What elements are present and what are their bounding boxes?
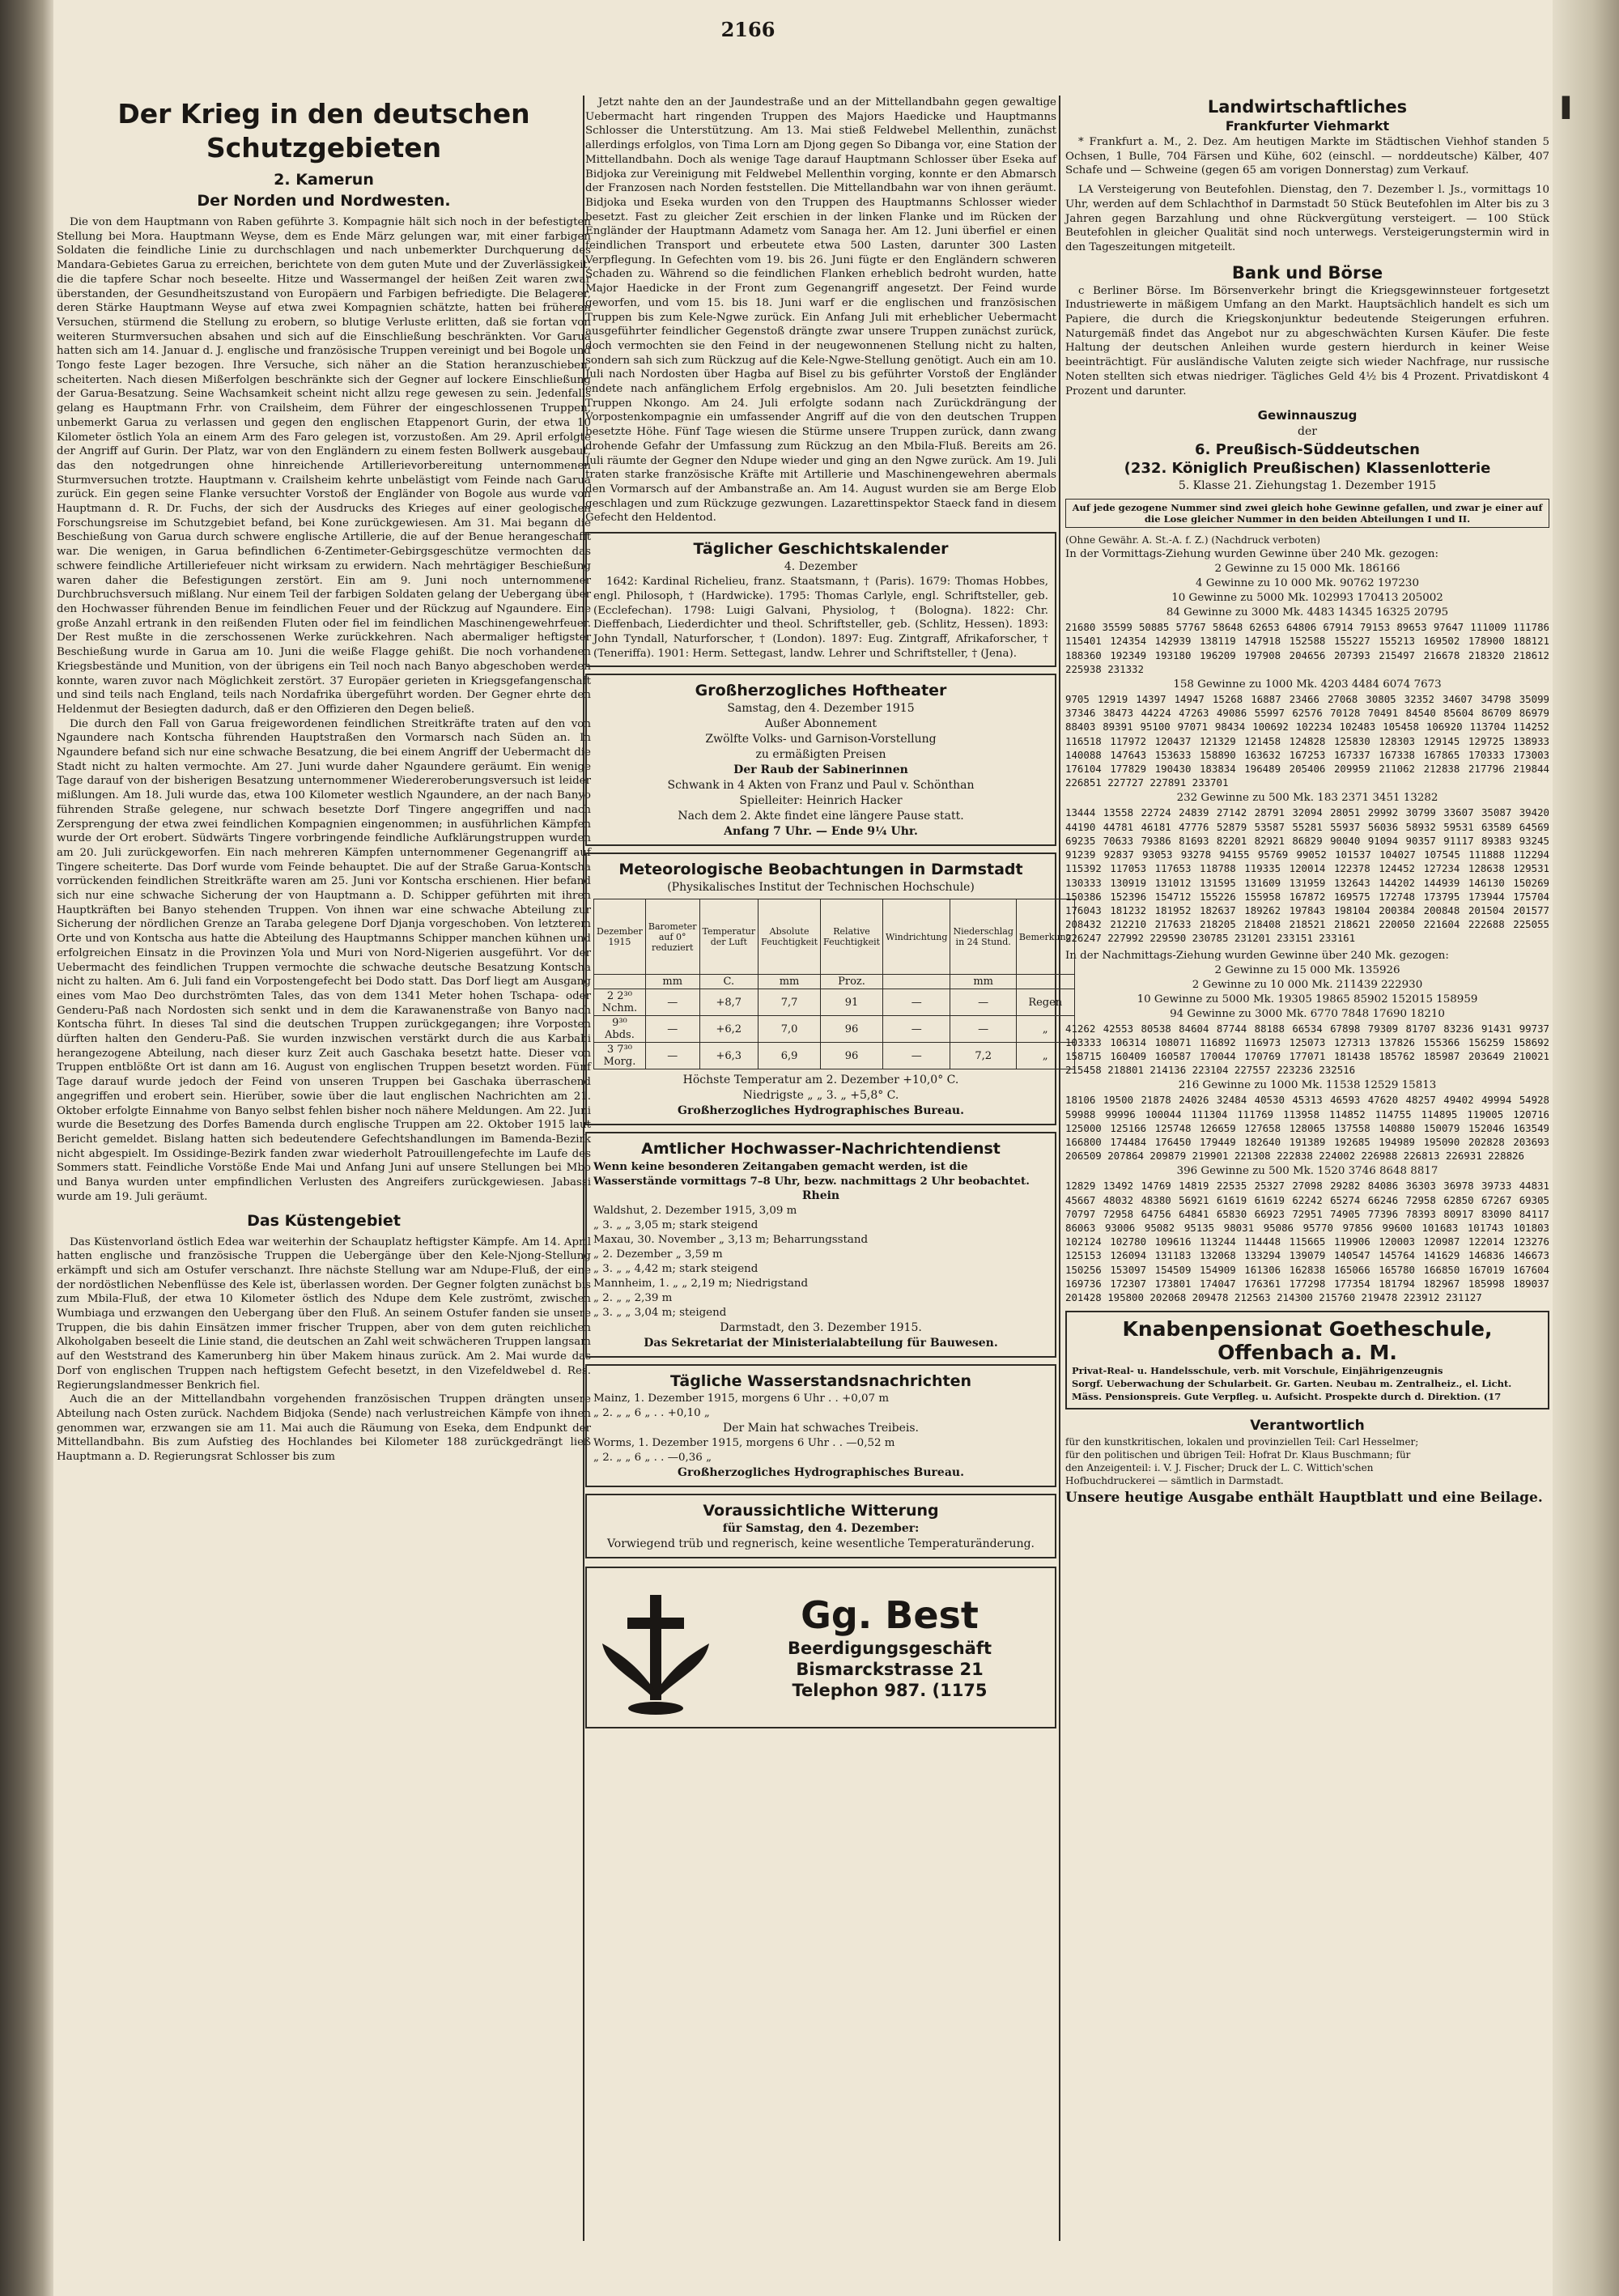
advertiser-business: Beerdigungsgeschäft [787, 1639, 992, 1659]
lottery-title-der: der [1298, 425, 1317, 439]
theater-title: Großherzogliches Hoftheater [695, 682, 947, 700]
lottery-afternoon-heading: In der Nachmittags-Ziehung wurden Gewinne über 240 Mk. gezogen: [1065, 949, 1449, 962]
flood-row: „ 3. „ „ 3,04 m; steigend [593, 1307, 727, 1320]
weather-note: Höchste Temperatur am 2. Dezember +10,0° C. [682, 1074, 959, 1087]
weather-unit: C. [699, 975, 759, 989]
weather-cell: +8,7 [699, 989, 759, 1016]
weather-cell: — [645, 1043, 699, 1069]
imprint-line: den Anzeigenteil: i. V. J. Fischer; Druck der L. C. Wittich'schen [1065, 1462, 1374, 1474]
advertiser-address: Bismarckstrasse 21 [796, 1660, 984, 1680]
weather-cell: Regen [1016, 989, 1074, 1016]
imprint-title: Verantwortlich [1250, 1418, 1365, 1435]
article-paragraph: Das Küstenvorland östlich Edea war weiterhin der Schauplatz heftigster Kämpfe. Am 14. April hatten englische und französische Truppen die Uebergänge über den Kele-Njong-Stellung erkämpft und sich am Ostufer verschanzt. Ihre nächste Stellung war am Ndupe-Fluß, der eine der nordöstlichen Nebenflüsse des Kele ist, überlassen worden. Der Gegner folgten zunächst bis zum Mbila-Fluß, der etwa 10 Kilometer östlich des Ndupe dem Kele zuströmt, zwischen Wumbiaga und erzwangen den Uebergang über den Fluß. An seinem Ostufer fanden sie unsere Truppen, die bis dahin Einsätzen immer frischer Truppen, aber von dem guten reichlichen Alkoholgaben beseelt die Linie stand, die deutschen an Zahl weit schwächeren Truppen langsam auf den Weststrand des Kamerunberg hin über Makem hinaus zurück. Am 2. Mai wurde das Dorf von englischen Truppen nach heftigstem Gefecht besetzt, in den Vizefeldwebel d. Res. Regierungslandmesser Benkrich fiel. [57, 1235, 591, 1392]
forecast-text: Vorwiegend trüb und regnerisch, keine wesentliche Temperaturänderung. [606, 1537, 1035, 1551]
theater-line: Außer Abonnement [765, 717, 877, 731]
lottery-prize-line: 216 Gewinne zu 1000 Mk. 11538 12529 15813 [1178, 1079, 1437, 1092]
agriculture-title: Landwirtschaftliches [1207, 97, 1408, 117]
lottery-prize-line: 396 Gewinne zu 500 Mk. 1520 3746 8648 8817 [1176, 1165, 1438, 1178]
theater-play-title: Der Raub der Sabinerinnen [733, 763, 908, 777]
lottery-date: 5. Klasse 21. Ziehungstag 1. Dezember 1915 [1178, 479, 1437, 493]
weather-cell: — [883, 989, 950, 1016]
weather-row [594, 1016, 1075, 1043]
lottery-prize-line: 158 Gewinne zu 1000 Mk. 4203 4484 6074 7673 [1173, 678, 1442, 691]
lottery-prize-line: 10 Gewinne zu 5000 Mk. 102993 170413 205002 [1171, 592, 1443, 605]
weather-title: Meteorologische Beobachtungen in Darmstadt [618, 861, 1023, 879]
agriculture-paragraph: * Frankfurt a. M., 2. Dez. Am heutigen Markte im Städtischen Viehhof standen 5 Ochsen, 1 Bulle, 704 Färsen und Kühe, 602 (einschl. — norddeutsche) Kälber, 407 Schafe und — Schweine (gegen 65 am vorigen Donnerstag) zum Verkauf. [1065, 136, 1549, 177]
lottery-numbers: 18106 19500 21878 24026 32484 40530 45313 46593 47620 48257 49402 49994 54928 59988 99996 100044 111304 111769 113958 114852 114755 114895 119005 120716 125000 125166 125748 126659 127658 128065 137558 140880 150079 152046 163549 166800 174484 176450 179449 182640 191389 192685 194989 195090 202828 203693 206509 207864 209879 219901 221308 222838 224002 226988 226813 226931 228826 [1065, 1094, 1549, 1163]
water-level-box [585, 1364, 1056, 1487]
lottery-prize-line: 2 Gewinne zu 15 000 Mk. 135926 [1214, 963, 1400, 976]
flood-intro: Wenn keine besonderen Zeitangaben gemacht werden, ist die Wasserstände vormittags 7–8 Uhr, bezw. nachmittags 2 Uhr beobachtet. [593, 1160, 1030, 1188]
lottery-numbers: 12829 13492 14769 14819 22535 25327 27098 29282 84086 36303 36978 39733 44831 45667 48032 48380 56921 61619 61619 62242 65274 66246 72958 62850 67267 69305 70797 72958 64756 64841 65830 66923 72951 74905 77396 78393 80917 83090 84117 86063 93006 95082 95135 98031 95086 95770 97856 99600 101683 101743 101803 102124 102780 109616 113244 114448 115665 119906 120003 120987 122014 123276 125153 126094 131183 132068 133294 139079 140547 145764 141629 146836 146673 150256 153097 154509 154909 161306 162838 165066 165780 166850 167019 167604 169736 172307 173801 174047 176361 177298 177354 181794 182967 185998 189037 201428 195800 202068 209478 212563 214300 215760 219478 223912 231127 [1065, 1180, 1549, 1303]
article-paragraph: Auch die an der Mittellandbahn vorgehenden französischen Truppen drängten unsere Abteilung nach Osten zurück. Nachdem Bidjoka (Sende) nach verlustreichen Kämpfe von ihnen genommen war, erzwangen sie am 11. Mai auch die Räumung von Eseka, dem Endpunkt der Mittellandbahn. Bis zum Aufstieg des Hochlandes bei Kilometer 188 zurückgedrängt ließ Hauptmann a. D. Regierungsrat Schlosser bis zum [57, 1393, 591, 1464]
weather-header: Windrichtung [883, 899, 950, 975]
weather-subtitle: (Physikalisches Institut der Technischen Hochschule) [667, 881, 975, 895]
article-section-title: Der Norden und Nordwesten. [197, 192, 451, 210]
theater-box [585, 674, 1056, 846]
weather-cell: 96 [821, 1016, 883, 1043]
column-3 [1065, 96, 1549, 2249]
theater-line: Schwank in 4 Akten von Franz und Paul v. Schönthan [667, 779, 975, 793]
weather-header: Barometer auf 0° reduziert [645, 899, 699, 975]
lottery-title-main: 6. Preußisch-Süddeutschen [1195, 441, 1420, 459]
lottery-morning-heading: In der Vormittags-Ziehung wurden Gewinne über 240 Mk. gezogen: [1065, 548, 1438, 561]
school-line: Mäss. Pensionspreis. Gute Verpfleg. u. Aufsicht. Prospekte durch d. Direktion. (17 [1072, 1391, 1502, 1403]
flood-row: „ 3. „ „ 3,05 m; stark steigend [593, 1219, 759, 1232]
weather-cell: 96 [821, 1043, 883, 1069]
weather-cell: — [883, 1043, 950, 1069]
weather-cell: 91 [821, 989, 883, 1016]
weather-cell: — [883, 1016, 950, 1043]
theater-line: Spielleiter: Heinrich Hacker [739, 794, 903, 808]
weather-bureau: Großherzogliches Hydrographisches Bureau. [678, 1104, 964, 1118]
lottery-prize-line: 2 Gewinne zu 10 000 Mk. 211439 222930 [1192, 978, 1423, 991]
page-number: 2166 [720, 18, 776, 41]
lottery-numbers: 41262 42553 80538 84604 87744 88188 66534 67898 79309 81707 83236 91431 99737 103333 106314 108071 116892 116973 125073 127313 137826 155366 156259 158692 158715 160409 160587 170044 170769 177071 181438 185762 185987 203649 210021 215458 218801 214136 223104 227557 223236 232516 [1065, 1022, 1549, 1077]
imprint-line: für den kunstkritischen, lokalen und provinziellen Teil: Carl Hesselmer; [1065, 1436, 1419, 1448]
theater-line: Zwölfte Volks- und Garnison-Vorstellung [705, 733, 937, 746]
history-calendar-date: 4. Dezember [784, 560, 858, 574]
weather-cell: — [645, 1016, 699, 1043]
bank-paragraph: c Berliner Börse. Im Börsenverkehr bringt die Kriegsgewinnsteuer fortgesetzt Industriewerte in mäßigem Umfang an den Markt. Hauptsächlich handelt es sich um Papiere, die durch die Kriegskonjunktur bedeutende Steigerungen erfuhren. Naturgemäß findet das Angebot nur zu abgeschwächten Kursen Käufer. Die feste Haltung der deutschen Anleihen wurde gestern hierdurch in keiner Weise beeinträchtigt. Für ausländische Valuten zeigte sich wieder Nachfrage, nur russische Noten stellten sich etwas niedriger. Tägliches Geld 4½ bis 4 Prozent. Privatdiskont 4 Prozent und darunter. [1065, 284, 1549, 398]
weather-note: Niedrigste „ „ 3. „ +5,8° C. [742, 1089, 899, 1103]
funeral-advertisement [585, 1567, 1056, 1728]
weather-cell: — [645, 989, 699, 1016]
lottery-title: Gewinnauszug [1257, 408, 1358, 423]
weather-unit: Proz. [821, 975, 883, 989]
agriculture-paragraph: LA Versteigerung von Beutefohlen. Dienstag, den 7. Dezember l. Js., vormittags 10 Uhr, werden auf dem Schlachthof in Darmstadt 50 Stück Beutefohlen im Alter bis zu 3 Jahren gegen Barzahlung und ohne Rückvergütung versteigert. — 100 Stück Beutefohlen in gleicher Qualität sind noch unterwegs. Versteigerungstermin wird in den Tageszeitungen mitgeteilt. [1065, 184, 1549, 253]
advertiser-name: Gg. Best [801, 1593, 979, 1638]
history-calendar-box [585, 532, 1056, 667]
history-calendar-title: Täglicher Geschichtskalender [693, 540, 949, 559]
weather-cell: +6,3 [699, 1043, 759, 1069]
flood-row: „ 3. „ „ 4,42 m; stark steigend [593, 1263, 759, 1276]
school-line: Privat-Real- u. Handelsschule, verb. mit Vorschule, Einjährigenzeugnis [1072, 1365, 1443, 1377]
theater-line: Nach dem 2. Akte findet eine längere Pause statt. [678, 810, 964, 823]
lottery-disclaimer: (Ohne Gewähr. A. St.-A. f. Z.) (Nachdruck verboten) [1065, 534, 1320, 546]
forecast-date: für Samstag, den 4. Dezember: [722, 1522, 920, 1536]
flood-date: Darmstadt, den 3. Dezember 1915. [720, 1321, 922, 1335]
weather-cell: 6,9 [759, 1043, 821, 1069]
weather-header: Temperatur der Luft [699, 899, 759, 975]
lottery-prize-line: 94 Gewinne zu 3000 Mk. 6770 7848 17690 18210 [1170, 1007, 1445, 1020]
lottery-notice: Auf jede gezogene Nummer sind zwei gleich hohe Gewinne gefallen, und zwar je einer auf die Lose gleicher Nummer in den beiden Abteilungen I und II. [1065, 499, 1549, 528]
weather-header: Bemerkung [1016, 899, 1074, 975]
advertiser-phone: Telephon 987. (1175 [792, 1681, 988, 1701]
weather-cell: „ [1016, 1043, 1074, 1069]
weather-cell: 7,7 [759, 989, 821, 1016]
weather-row [594, 1043, 1075, 1069]
imprint-line: für den politischen und übrigen Teil: Hofrat Dr. Klaus Buschmann; für [1065, 1449, 1411, 1461]
theater-time: Anfang 7 Uhr. — Ende 9¼ Uhr. [724, 825, 918, 839]
theater-line: Samstag, den 4. Dezember 1915 [727, 702, 915, 716]
column-2 [585, 96, 1072, 2241]
article-paragraph: Jetzt nahte den an der Jaundestraße und an der Mittellandbahn gegen gewaltige Uebermacht hart ringenden Truppen des Majors Haedicke und Hauptmanns Schlosser die Unterstützung. Am 13. Mai stieß Feldwebel Mellenthin, zunächst allerdings erfolglos, von Tima Lorn am Djong gegen So Dibanga vor, eine Station der Mittellandbahn. Doch als wenige Tage darauf Hauptmann Schlosser über Eseka auf Bidjoka zur Vereinigung mit Feldwebel Mellenthin vorging, konnte er den Abmarsch der Franzosen nach Norden feststellen. Die Mittellandbahn war von ihnen geräumt. Bidjoka und Eseka wurden von den Truppen des Hauptmanns Schlosser wieder besetzt. Fast zu gleicher Zeit erschien in der linken Flanke und im Rücken der Engländer der Hauptmann Adametz vom Sanaga her. Am 12. Juni überfiel er einen feindlichen Transport und erbeutete etwa 500 Lasten, darunter 300 Lasten Verpflegung. In Gefechten vom 19. bis 26. Juni fügte er den Engländern schweren Schaden zu. Während so die feindlichen Flanken erheblich bedroht wurden, hatte Major Haedicke in der Front zum Gegenangriff angesetzt. Der Feind wurde geworfen, und vom 15. bis 18. Juni warf er die englischen und französischen Truppen bis zum Kele-Ngwe zurück. Ein Anfang Juli mit erheblicher Uebermacht ausgeführter feindlicher Gegenstoß drängte zwar unsere Truppen zunächst zurück, doch vermochten sie den Feind in der neugewonnenen Stellung nicht zu halten, sondern sah sich zum Rückzug auf die Kele-Ngwe-Stellung genötigt. Auch ein am 10. Juli nach Nordosten über Hagba auf Bisel zu bis geführter Vorstoß der Engländer endete nach anfänglichem Erfolg ergebnislos. Am 20. Juli besetzten feindliche Truppen Nkongo. Am 24. Juli erfolgte sodann nach Zurückdrängung der Vorpostenkompagnie ein umfassender Angriff auf die von den deutschen Truppen besetzte Höhe. Fünf Tage wiesen die Stürme unsere Truppen zurück, dann zwang drohende Gefahr der Umfassung zum Rückzug an den Mbila-Fluß. Bereits am 26. Juli räumte der Gegner den Ndupe wieder und ging an den Ngwe zurück. Am 19. Juli traten starke französische Kräfte mit Artillerie und Maschinengewehren abermals den Vormarsch auf der Ambanstraße an. Am 14. August wurden sie am Berge Elob geschlagen und zum Rückzuge gezwungen. Lazarettinspektor Staeck fand in diesem Gefecht den Heldentod. [585, 96, 1056, 525]
weather-table [593, 899, 1075, 1069]
flood-box [585, 1132, 1056, 1358]
water-level-row: Der Main hat schwaches Treibeis. [722, 1422, 920, 1435]
weather-header: Absolute Feuchtigkeit [759, 899, 821, 975]
edition-note: Unsere heutige Ausgabe enthält Hauptblatt und eine Beilage. [1065, 1490, 1543, 1507]
weather-unit: mm [759, 975, 821, 989]
weather-cell: 2 2³⁰ Nchm. [594, 989, 646, 1016]
article-subtitle: 2. Kamerun [274, 171, 374, 189]
forecast-box [585, 1494, 1056, 1558]
history-calendar-text: 1642: Kardinal Richelieu, franz. Staatsmann, † (Paris). 1679: Thomas Hobbes, engl. Philosoph, † (Hardwicke). 1795: Thomas Carlyle, engl. Schriftsteller, geb. (Ecclefechan). 1798: Luigi Galvani, Physiolog, † (Bologna). 1822: Chr. Dieffenbach, Liederdichter und theol. Schriftsteller, geb. (Schlitz, Hessen). 1893: John Tyndall, Naturforscher, † (London). 1897: Eug. Zintgraff, Afrikaforscher, † (Teneriffa). 1901: Herm. Settegast, landw. Lehrer und Schriftsteller, † (Jena). [593, 576, 1048, 660]
article-paragraph: Die durch den Fall von Garua freigewordenen feindlichen Streitkräfte traten auf den von Ngaundere nach Kontscha führenden Hauptstraßen den Vormarsch nach Süden an. In Ngaundere befand sich nur eine schwache Besatzung, die bei einem Angriff der Uebermacht die Stadt nicht zu halten vermochte. Am 27. Juni wurde daher Ngaundere geräumt. Ein wenige Tage darauf von der bisherigen Besatzung unternommener Wiedereroberungsversuch ist leider mißlungen. Am 18. Juli wurde das, etwa 100 Kilometer westlich Ngaundere, an der nach Banyo führenden Straße gelegene, nur schwach besetzte Dorf Tingere angegriffen und nach Zersprengung der etwa zwei feindlichen Kompagnien eingenommen; in ausführlichen Kämpfen wurde der Ort erobert. Südwärts Tingere vorbringende feindliche Aufklärungstruppen wurden am 20. Juli zurückgeworfen. Ein nach mehreren Kämpfen unternommener Gegenangriff auf Tingere scheiterte. Das Dorf wurde vom Feinde behauptet. Die auf der Straße Garua-Kontscha vorrückenden feindlichen Streitkräfte waren am 25. Juni vor Kontscha erschienen. Hier befand sich nur eine schwache Sicherung der von Hauptmann a. D. Schipper geführten mit ihren Hauptkräften bei Banyo stehenden Truppen. Von ihnen war eine schwache Abteilung zur Sicherung der nördlichen Grenze an Taraba gelegene Dorf Djanja vorgeschoben. Von letzterem Orte und von Kontscha aus hatte die Abteilung des Hauptmanns Schipper manchen kühnen und erfolgreichen Einsatz in die Provinzen Yola und Muri von Nord-Nigerien ausgeführt. Vor der Uebermacht des feindlichen Truppen vermochte die schwache deutsche Besatzung Kontscha nicht zu halten. Am 6. Juli fand ein Vorpostengefecht bei Dodo statt. Das Dorf liegt am Ausgang eines vom Mao Deo durchströmten Tales, das von dem 1341 Meter hohen Tschapa- oder Genderu-Paß nach Nordosten sich senkt und in dem die Karawanenstraße von Banyo nach Kontscha führt. In dieses Tal sind die deutschen Truppen zurückgegangen; ihre Vorposten dürften halten den Genderu-Paß. Sie wurden inzwischen verstärkt durch die aus Karbabi herangezogene Abteilung, nach dieser kurz Zeit auch Gaschaka besetzt hatte. Dieser von Truppen entblößte Ort ist dann am 16. August von englischen Truppen besetzt worden. Fünf Tage darauf wurde jedoch der Feind von unseren Truppen bei Gaschaka überraschend angegriffen und erobert sein. Hierüber, sowie über die laut englischen Nachrichten am 21. Oktober erfolgte Einnahme von Banyo selbst fehlen bisher noch nähere Meldungen. Am 22. Juni wurde die Besetzung des Dorfes Bamenda durch englische Truppen am 22. Oktober 1915 laut Bericht gemeldet. Bislang hatten sich bedeutendere Gefechtshandlungen im Bamenda-Bezirk nicht abgespielt. Im Ossidinge-Bezirk fanden zwar wiederholt Patrouillengefechte im Laufe des Sommers statt. Feindliche Vorstöße Ende Mai und Anfang Juni auf unsere Stellungen bei Mbo und Banya wurden unter empfindlichen Verlusten des Angreifers zurückgewiesen. Jabassi wurde am 19. Juli geräumt. [57, 717, 591, 1203]
lottery-numbers: 13444 13558 22724 24839 27142 28791 32094 28051 29992 30799 33607 35087 39420 44190 44781 46181 47776 52879 53587 55281 55937 56036 58932 59531 63589 64569 69235 70633 79386 81693 82201 82921 86829 90040 91094 90357 91117 89383 93245 91239 92837 93053 93278 94155 95769 99052 101537 104027 107545 111888 112294 115392 117053 117653 118788 119335 120014 122378 124452 127234 128638 129531 130333 130919 131012 131595 131609 131959 132643 144202 144939 146130 150269 150386 152396 154712 155226 155958 167872 169575 172748 173795 173944 175704 176043 181232 181952 182637 189262 197843 198104 200384 200848 201504 201577 208432 212210 217633 218205 218408 218521 218621 220050 221604 222688 225055 226247 227992 229590 230785 231201 233151 233161 [1065, 806, 1549, 945]
water-level-title: Tägliche Wasserstandsnachrichten [669, 1372, 972, 1391]
weather-box [585, 852, 1072, 1125]
bank-title: Bank und Börse [1231, 262, 1383, 283]
section-heading-coast: Das Küstengebiet [247, 1211, 401, 1230]
article-title: Der Krieg in den deutschen Schutzgebieten [117, 98, 530, 164]
book-binding [0, 0, 53, 2296]
theater-line: zu ermäßigten Preisen [755, 748, 886, 762]
weather-cell: 9³⁰ Abds. [594, 1016, 646, 1043]
weather-cell: 7,0 [759, 1016, 821, 1043]
weather-unit [594, 975, 646, 989]
weather-cell: 7,2 [950, 1043, 1016, 1069]
weather-unit: mm [950, 975, 1016, 989]
weather-cell: — [950, 1016, 1016, 1043]
lottery-prize-line: 84 Gewinne zu 3000 Mk. 4483 14345 16325 20795 [1166, 606, 1449, 619]
agriculture-subtitle: Frankfurter Viehmarkt [1225, 118, 1390, 134]
water-level-row: Mainz, 1. Dezember 1915, morgens 6 Uhr . . +0,07 m [593, 1392, 890, 1405]
next-page-edge: ▌ [1553, 0, 1619, 2296]
weather-cell: +6,2 [699, 1016, 759, 1043]
water-level-row: Worms, 1. Dezember 1915, morgens 6 Uhr . . —0,52 m [593, 1437, 895, 1450]
cross-emblem-icon [587, 1568, 725, 1727]
flood-row: Mannheim, 1. „ „ 2,19 m; Niedrigstand [593, 1278, 809, 1290]
flood-secretariat: Das Sekretariat der Ministerialabteilung für Bauwesen. [644, 1337, 998, 1350]
flood-row: „ 2. Dezember „ 3,59 m [593, 1248, 723, 1261]
weather-cell: — [950, 989, 1016, 1016]
school-title: Knabenpensionat Goetheschule, Offenbach a. M. [1122, 1317, 1493, 1365]
flood-title: Amtlicher Hochwasser-Nachrichtendienst [641, 1140, 1001, 1159]
weather-header: Niederschlag in 24 Stund. [950, 899, 1016, 975]
weather-cell: „ [1016, 1016, 1074, 1043]
imprint-line: Hofbuchdruckerei — sämtlich in Darmstadt. [1065, 1475, 1284, 1487]
column-1 [57, 97, 591, 2243]
water-level-row: „ 2. „ „ 6 „ . . +0,10 „ [593, 1407, 710, 1420]
weather-cell: 3 7³⁰ Morg. [594, 1043, 646, 1069]
weather-header: Relative Feuchtigkeit [821, 899, 883, 975]
article-paragraph: Die von dem Hauptmann von Raben geführte 3. Kompagnie hält sich noch in der befestigten Stellung bei Mora. Hauptmann Weyse, dem es Ende März gelungen war, mit einer farbigen Soldaten die feindliche Linie zu durchschlagen und nach unbemerkter Durchquerung des Mandara-Gebietes Garua zu erreichen, berichtete von dem guten Mute und der Zuverlässigkeit, die die tapfere Schar noch beseelte. Hitze und Wassermangel der heißen Zeit waren zwar überstanden, der Gesundheitszustand von Europäern und Farbigen befriedigte. Die Belagerer, deren Stärke Hauptmann Weyse auf etwa zwei Kompagnien schätzte, hatten bei früheren Versuchen, stürmend die Stellung zu erobern, so blutige Verluste erlitten, daß sie fortan von weiteren Sturmversuchen absahen und sich auf die Einschließung beschränkten. Vor Garua hatten sich am 14. Januar d. J. englische und französische Truppen vereinigt und bei Bogole und Tongo feste Lager bezogen. Ihre Versuche, sich näher an die Station heranzuschieben, scheiterten. Nach diesen Mißerfolgen beschränkte sich der Gegner auf lockere Einschließung der Garua-Besatzung. Seine Wachsamkeit scheint nicht allzu rege gewesen zu sein. Jedenfalls gelang es Hauptmann Frhr. von Crailsheim, dem Führer der eingeschlossenen Truppen, unbemerkt Garua zu verlassen und gegen den englischen Etappenort Gurin, der etwa 10 Kilometer östlich Yola an einem Arm des Faro gelegen ist, vorzustoßen. Am 29. April erfolgte der Angriff auf Gurin. Der Platz, war von den Engländern zu einem festen Bollwerk ausgebaut, das den notgedrungen ohne hinreichende Artillerievorbereitung unternommenen Sturmversuchen trotzte. Hauptmann v. Crailsheim kehrte unbelästigt vom Feinde nach Garua zurück. Ein gegen seine Flanke versuchter Vorstoß der Engländer von Bogole aus wurde von Hauptmann d. R. Dr. Fuchs, der sich der Ausdrucks des Krieges auf einer geologischen Forschungsreise im Schutzgebiet befand, bei Kone zurückgewiesen. Am 31. Mai begann die Beschießung von Garua durch schwere englische Artillerie, die auf der Benue herangeschafft war. Die wenigen, in Garua befindlichen 6-Zentimeter-Gebirgsgeschütze vermochten das schwere feindliche Artilleriefeuer nicht wirksam zu erwidern. Nach mehrtägiger Beschießung waren daher die Befestigungen zerstört. Ein am 9. Juni noch unternommener Durchbruchsversuch mißlang. Nur einem Teil der farbigen Soldaten gelang der Uebergang über den Hochwasser führenden Benue im feindlichen Feuer und der Rückzug auf Ngaundere. Eine große Anzahl ertrank in den reißenden Fluten oder fiel im feindlichen Maschinengewehrfeuer. Der Rest mußte in die zerschossenen Werke zurückkehren. Nach abermaliger heftigster Beschießung wurde in Garua am 10. Juni die weiße Flagge gehißt. Die noch vorhandenen Kriegsbestände und Munition, von der übrigens ein Teil noch nach Banyo abgeschoben werden konnte, waren zuvor nach Möglichkeit zerstört. 37 Europäer gerieten in Kriegsgefangenschaft und sind teils nach England, teils nach Nordafrika übergeführt worden. Der Gegner ehrte den Heldenmut der Besiegten dadurch, daß er den Offizieren den Degen beließ. [57, 216, 591, 716]
flood-river: Rhein [801, 1189, 840, 1203]
forecast-title: Voraussichtliche Witterung [703, 1502, 939, 1520]
lottery-numbers: 21680 35599 50885 57767 58648 62653 64806 67914 79153 89653 97647 111009 111786 115401 124354 142939 138119 147918 152588 155227 155213 169502 178900 188121 188360 192349 193180 196209 197908 204656 207393 215497 216678 218320 218612 225938 231332 [1065, 621, 1549, 675]
weather-unit: mm [645, 975, 699, 989]
school-line: Sorgf. Ueberwachung der Schularbeit. Gr. Garten. Neubau m. Zentralheiz., el. Licht. [1072, 1378, 1512, 1390]
lottery-prize-line: 232 Gewinne zu 500 Mk. 183 2371 3451 13282 [1176, 792, 1438, 805]
weather-header: Dezember 1915 [594, 899, 646, 975]
flood-row: „ 2. „ „ 2,39 m [593, 1292, 673, 1305]
flood-row: Maxau, 30. November „ 3,13 m; Beharrungsstand [593, 1234, 869, 1247]
water-level-bureau: Großherzogliches Hydrographisches Bureau. [678, 1466, 964, 1480]
lottery-numbers: 9705 12919 14397 14947 15268 16887 23466 27068 30805 32352 34607 34798 35099 37346 38473 44224 47263 49086 55997 62576 70128 70491 84540 85604 86709 86979 88403 89391 95100 97071 98434 100692 102234 102483 105458 106920 113704 114252 116518 117972 120437 121329 121458 124828 125830 128303 129145 129725 138933 140088 147643 153633 158890 163632 167253 167337 167338 167865 170333 173003 176104 177829 190430 183834 196489 205406 209959 211062 212838 217796 219844 226851 227727 227891 233701 [1065, 693, 1549, 789]
school-advertisement [1065, 1311, 1549, 1409]
water-level-row: „ 2. „ „ 6 „ . . —0,36 „ [593, 1452, 712, 1465]
weather-unit [883, 975, 950, 989]
lottery-title-sub: (232. Königlich Preußischen) Klassenlotterie [1124, 460, 1491, 478]
lottery-prize-line: 4 Gewinne zu 10 000 Mk. 90762 197230 [1196, 577, 1419, 590]
lottery-prize-line: 10 Gewinne zu 5000 Mk. 19305 19865 85902 152015 158959 [1137, 993, 1478, 1006]
lottery-prize-line: 2 Gewinne zu 15 000 Mk. 186166 [1214, 563, 1400, 576]
column-divider-2 [1059, 96, 1060, 2241]
flood-row: Waldshut, 2. Dezember 1915, 3,09 m [593, 1205, 797, 1218]
weather-row [594, 989, 1075, 1016]
